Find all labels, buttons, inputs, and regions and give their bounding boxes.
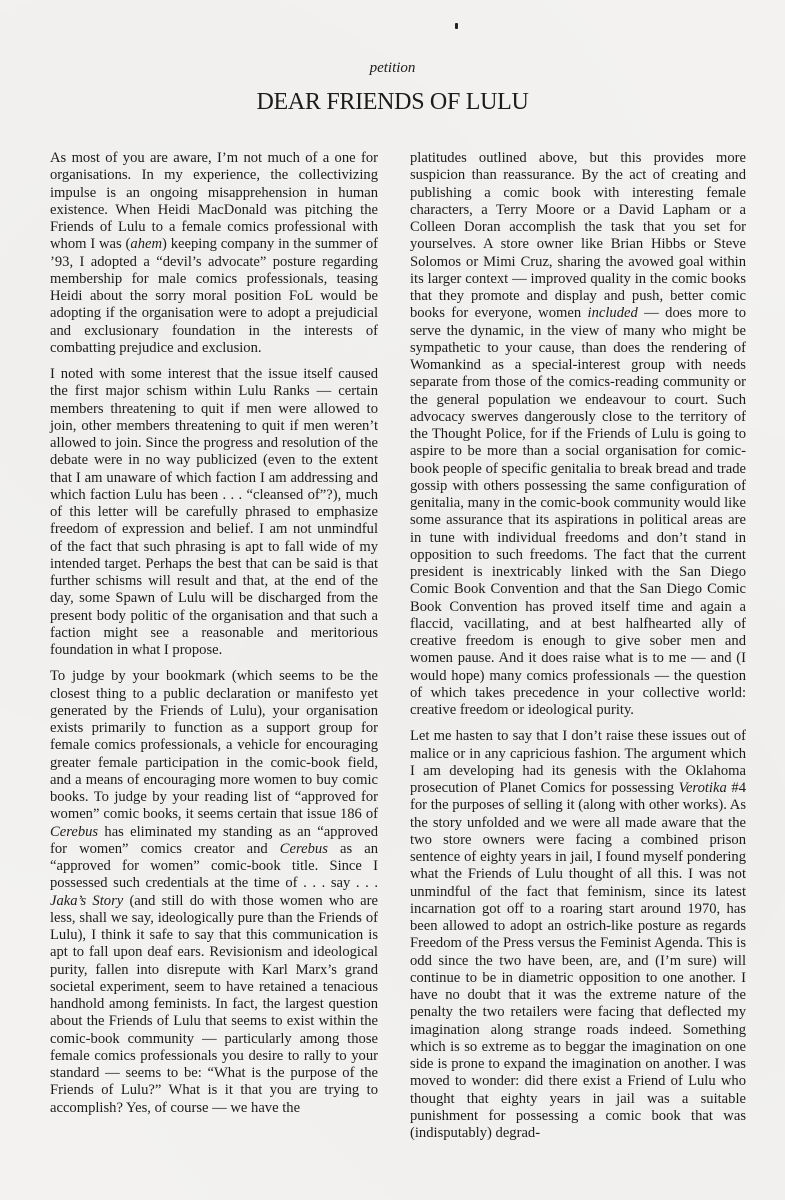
left-column	[50, 150, 378, 1126]
italic-title: Cerebus	[50, 823, 99, 840]
ink-speck	[455, 23, 458, 29]
italic-title: ahem	[130, 236, 163, 253]
section-label: petition	[369, 60, 416, 76]
page-title: DEAR FRIENDS OF LULU	[256, 89, 529, 115]
paragraph: I noted with some interest that the issue itself caused the first major schism within Lulu Ranks — certain members threatening to quit if men were allowed to join, other members threatening to quit if men weren’t allowed to join. Since the progress and resolution of the debate were in no way publicized (even to the extent that I am unaware of which faction I am addressing and which faction Lulu has been . . . “cleansed of”?), much of this letter will be carefully phrased to emphasize freedom of expression and belief. I am not unmindful of the fact that such phrasing is apt to fall wide of my intended target. Perhaps the best that can be said is that further schisms will result and that, at the end of the day, some Spawn of Lulu will be discharged from the present body politic of the organisation and that such a faction might see a reasonable and meritorious foundation in what I propose.	[50, 366, 378, 658]
paragraph: platitudes outlined above, but this provides more suspicion than reassurance. By the act of creating and publishing a comic book with interesting female characters, a Terry Moore or a David Lapham or a Colleen Doran accomplish the task that you set for yourselves. A store owner like Brian Hibbs or Steve Solomos or Mimi Cruz, sharing the avowed goal within its larger context — improved quality in the comic books that they promote and display and push, better comic books for everyone, women included — does more to serve the dynamic, in the view of many who might be sympathetic to your cause, than does the rendering of Womankind as a special-interest group with needs separate from those of the comics-reading community or the general population we endeavour to court. Such advocacy swerves dangerously close to the territory of the Thought Police, for if the Friends of Lulu is going to aspire to be more than a social organisation for comic-book people of specific genitalia to break bread and trade gossip with others possessing the same configuration of genitalia, many in the comic-book community would like some assurance that its aspirations in political areas are in tune with individual freedoms and don’t stand in opposition to such freedoms. The fact that the current president is inextricably linked with the San Diego Comic Book Convention and that the San Diego Comic Book Convention has proved itself time and again a flaccid, vacillating, and at best halfhearted ally of creative freedom is enough to give sober men and women pause. And it does raise what is to me — and (I would hope) many comics professionals — the question of which takes precedence in your collective world: creative freedom or ideological purity.	[410, 150, 746, 718]
paragraph: To judge by your bookmark (which seems to be the closest thing to a public declaration or manifesto yet generated by the Friends of Lulu), your organisation exists primarily to function as a support group for female comics professionals, a vehicle for encouraging greater female participation in the comic-book field, and a means of encouraging more women to buy comic books. To judge by your reading list of “approved for women” comic books, it seems certain that issue 186 of Cerebus has eliminated my standing as an “approved for women” comics creator and Cerebus as an “approved for women” comic-book title. Since I possessed such credentials at the time of . . . say . . . Jaka’s Story (and still do with those women who are less, shall we say, ideologically pure than the Friends of Lulu), I think it safe to say that this communication is apt to fall upon deaf ears. Revisionism and ideological purity, fallen into disrepute with Karl Marx’s grand societal experiment, seem to have retained a tenacious handhold among feminists. In fact, the largest question about the Friends of Lulu that seems to exist within the comic-book community — particularly among those female comics professionals you desire to rally to your standard — seems to be: “What is the purpose of the Friends of Lulu?” What is it that you are trying to accomplish? Yes, of course — we have the	[50, 668, 378, 1116]
paragraph: As most of you are aware, I’m not much of a one for organisations. In my experience, the collectivizing impulse is an ongoing misapprehension in human existence. When Heidi MacDonald was pitching the Friends of Lulu to a female comics professional with whom I was (ahem) keeping company in the summer of ’93, I adopted a “devil’s advocate” posture regarding membership for male comics professionals, teasing Heidi about the sorry moral position FoL would be adopting if the organisation were to adopt a prejudicial and exclusionary foundation in the interests of combatting prejudice and exclusion.	[50, 150, 378, 356]
italic-title: Cerebus	[279, 840, 328, 857]
paragraph: Let me hasten to say that I don’t raise these issues out of malice or in any capricious fashion. The argument which I am developing had its genesis with the Oklahoma prosecution of Planet Comics for possessing Verotika #4 for the purposes of selling it (along with other works). As the story unfolded and we were all made aware that the two store owners were facing a combined prison sentence of eighty years in jail, I found myself pondering what the Friends of Lulu thought of all this. I was not unmindful of the fact that feminism, since its latest incarnation got off to a roaring start around 1970, has been allowed to adopt an ostrich-like posture as regards Freedom of the Press versus the Feminist Agenda. This is odd since the two have been, are, and (I’m sure) will continue to be in diametric opposition to one another. I have no doubt that it was the extreme nature of the penalty the two retailers were facing that deflected my imagination along strange roads indeed. Something which is so extreme as to beggar the imagination on one side is prone to expand the imagination on another. I was moved to wonder: did there exist a Friend of Lulu who thought that eighty years in jail was a suitable punishment for possessing a comic book that was (indisputably) degrad-	[410, 728, 746, 1141]
italic-title: Jaka’s Story	[50, 892, 124, 909]
italic-title: included	[587, 305, 638, 322]
italic-title: Verotika	[678, 780, 727, 796]
right-column	[410, 150, 746, 1151]
